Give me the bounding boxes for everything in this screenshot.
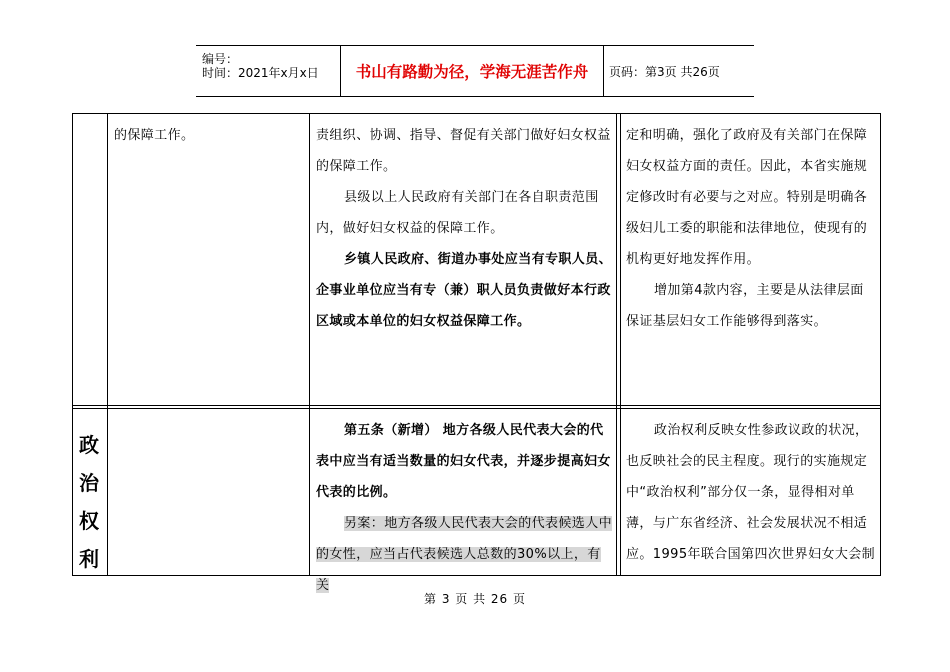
row2-explanation (626, 415, 876, 570)
column-divider (309, 113, 310, 576)
row1-original-paragraph: 的保障工作。 (114, 128, 195, 143)
row2-revised-p2-wrap (316, 508, 613, 601)
category-char: 权 (79, 509, 99, 533)
row1-explanation-p1: 定和明确，强化了政府及有关部门在保障妇女权益方面的责任。因此，本省实施规定修改时有必要与之对应。特别是明确各级妇儿工委的职能和法律地位，使现有的机构更好地发挥作用。 (626, 128, 868, 267)
header-motto: 书山有路勤为径，学海无涯苦作舟 (341, 46, 604, 96)
row2-revised-p1: 第五条（新增） 地方各级人民代表大会的代表中应当有适当数量的妇女代表，并逐步提高妇女代表的比例。 (316, 423, 611, 500)
table-border-right (880, 113, 881, 576)
date-label: 时间：2021年x月x日 (202, 66, 319, 80)
row1-explanation-p2: 增加第4款内容，主要是从法律层面保证基层妇女工作能够得到落实。 (626, 283, 864, 329)
page-footer: 第 3 页 共 26 页 (424, 592, 526, 606)
category-char: 政 (79, 433, 99, 457)
table-border-top (72, 113, 880, 114)
row1-revised-p1: 责组织、协调、指导、督促有关部门做好妇女权益的保障工作。 (316, 128, 611, 174)
number-label: 编号： (202, 52, 239, 66)
category-char: 治 (79, 471, 99, 495)
row1-revised-p3: 乡镇人民政府、街道办事处应当有专职人员、企事业单位应当有专（兼）职人员负责做好本行政区域或本单位的妇女权益保障工作。 (316, 252, 613, 329)
header-meta (196, 46, 341, 96)
column-divider (620, 113, 621, 576)
row2-revised-p2-alternative: 另案：地方各级人民代表大会的代表候选人中的女性，应当占代表候选人总数的30%以上，有关 (316, 516, 613, 593)
category-char: 利 (79, 547, 99, 571)
row2-explanation-p1: 政治权利反映女性参政议政的状况，也反映社会的民主程度。现行的实施规定中“政治权利”部分仅一条，显得相对单薄，与广东省经济、社会发展状况不相适应。1995年联合国第四次世界妇女大会制 (626, 423, 876, 562)
row1-original-text (114, 120, 304, 151)
row-divider (72, 405, 880, 406)
category-label-political-rights (72, 426, 106, 578)
header-page-info: 页码：第3页 共26页 (609, 64, 720, 79)
column-divider (616, 113, 617, 576)
page-header (196, 45, 754, 97)
row1-explanation (626, 120, 876, 337)
row1-revised-text (316, 120, 613, 337)
column-divider (107, 113, 108, 576)
row-divider (72, 408, 880, 409)
row2-revised-text (316, 415, 613, 601)
row1-revised-p2: 县级以上人民政府有关部门在各自职责范围内，做好妇女权益的保障工作。 (316, 190, 599, 236)
